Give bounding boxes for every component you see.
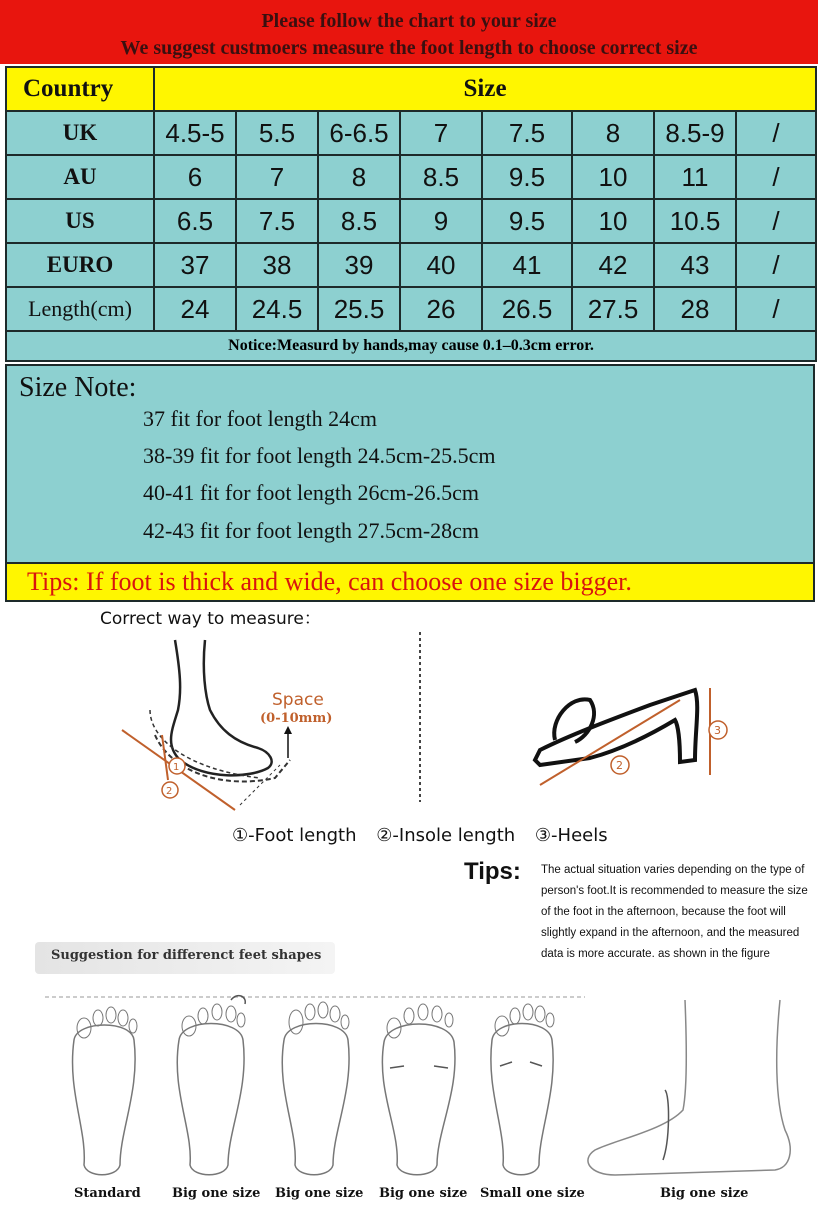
measure-legend [232,825,622,846]
table-cell: 7 [236,155,318,199]
legend-foot-length: ①-Foot length [232,825,357,846]
table-cell: 9.5 [482,199,572,243]
heel-shoe-illustration [530,680,740,790]
table-cell: 6-6.5 [318,111,400,155]
table-row-uk [6,111,816,155]
table-header-row [6,67,816,111]
foot-label-big-side: Big one size [660,1186,749,1201]
table-cell: 39 [318,243,400,287]
table-cell: / [736,287,816,331]
foot-label-big-3: Big one size [379,1186,468,1201]
foot-label-small: Small one size [480,1186,585,1201]
table-cell: / [736,155,816,199]
size-chart-table [5,66,817,362]
table-cell: 28 [654,287,736,331]
size-note-line: 38-39 fit for foot length 24.5cm-25.5cm [143,443,496,468]
foot-side-outline [575,1000,805,1180]
banner-line-2: We suggest custmoers measure the foot length to choose correct size [120,37,698,59]
table-cell: 7.5 [236,199,318,243]
space-range: (0-10mm) [260,711,333,726]
table-row-au [6,155,816,199]
table-cell: 8.5-9 [654,111,736,155]
table-cell: 24 [154,287,236,331]
size-note-box [5,364,815,564]
row-label: US [6,199,154,243]
marker-3: 3 [714,724,721,737]
table-cell: 26.5 [482,287,572,331]
dotted-divider [418,632,422,802]
table-cell: 24.5 [236,287,318,331]
tips-bar [5,562,815,602]
row-label: UK [6,111,154,155]
foot-label-standard: Standard [74,1186,141,1201]
table-cell: 10.5 [654,199,736,243]
header-size: Size [154,67,816,111]
table-cell: 26 [400,287,482,331]
table-cell: 27.5 [572,287,654,331]
table-cell: 9.5 [482,155,572,199]
table-cell: 8 [318,155,400,199]
foot-label-big-2: Big one size [275,1186,364,1201]
measure-title: Correct way to measure： [100,609,321,629]
table-cell: 8 [572,111,654,155]
table-cell: 4.5-5 [154,111,236,155]
feet-shapes-heading [35,942,335,974]
size-note-line: 42-43 fit for foot length 27.5cm-28cm [143,518,480,543]
table-cell: 6 [154,155,236,199]
tips-label: Tips: [464,858,521,885]
notice-text: Notice:Measurd by hands,may cause 0.1–0.3cm error. [6,331,816,361]
table-cell: 11 [654,155,736,199]
table-row-length [6,287,816,331]
table-cell: 7.5 [482,111,572,155]
size-note-line: 37 fit for foot length 24cm [143,406,378,431]
table-cell: 42 [572,243,654,287]
foot-outline-big-2 [270,990,360,1180]
marker-2: 2 [616,759,623,772]
size-note-line: 40-41 fit for foot length 26cm-26.5cm [143,480,480,505]
tips-bar-text: Tips: If foot is thick and wide, can choose one size bigger. [27,567,632,596]
header-country: Country [6,67,154,111]
table-cell: 6.5 [154,199,236,243]
banner-line-1: Please follow the chart to your size [261,10,557,32]
row-label: EURO [6,243,154,287]
table-cell: 5.5 [236,111,318,155]
space-label: Space [272,690,324,710]
table-cell: 38 [236,243,318,287]
foot-label-big-1: Big one size [172,1186,261,1201]
table-cell: 10 [572,199,654,243]
marker-1: 1 [173,762,180,773]
table-row-euro [6,243,816,287]
legend-heels: ③-Heels [534,825,608,846]
feet-shapes-heading-text: Suggestion for differenct feet shapes [51,948,322,963]
row-label: Length(cm) [6,287,154,331]
table-cell: 41 [482,243,572,287]
table-cell: / [736,243,816,287]
size-note-title: Size Note: [19,372,137,403]
table-cell: 10 [572,155,654,199]
header-banner [0,0,818,64]
foot-outline-big-1 [165,990,255,1180]
table-cell: / [736,199,816,243]
table-cell: 7 [400,111,482,155]
foot-outline-big-3 [372,990,464,1180]
table-cell: 8.5 [400,155,482,199]
table-cell: 43 [654,243,736,287]
table-cell: 9 [400,199,482,243]
table-cell: 37 [154,243,236,287]
table-cell: 8.5 [318,199,400,243]
table-notice-row [6,331,816,361]
tips-text: The actual situation varies depending on the type of person's foot.It is recommended to measure the size of the foot in the afternoon, because the foot will slightly expand in the afternoon, and the measured data is more accurate. as shown in the figure [541,864,808,960]
table-cell: / [736,111,816,155]
foot-outline-standard [62,1000,146,1180]
foot-outline-small [478,990,564,1180]
legend-insole-length: ②-Insole length [376,825,516,846]
table-cell: 40 [400,243,482,287]
foot-measure-illustration [110,630,370,820]
marker-2: 2 [166,786,173,797]
table-cell: 25.5 [318,287,400,331]
table-row-us [6,199,816,243]
row-label: AU [6,155,154,199]
